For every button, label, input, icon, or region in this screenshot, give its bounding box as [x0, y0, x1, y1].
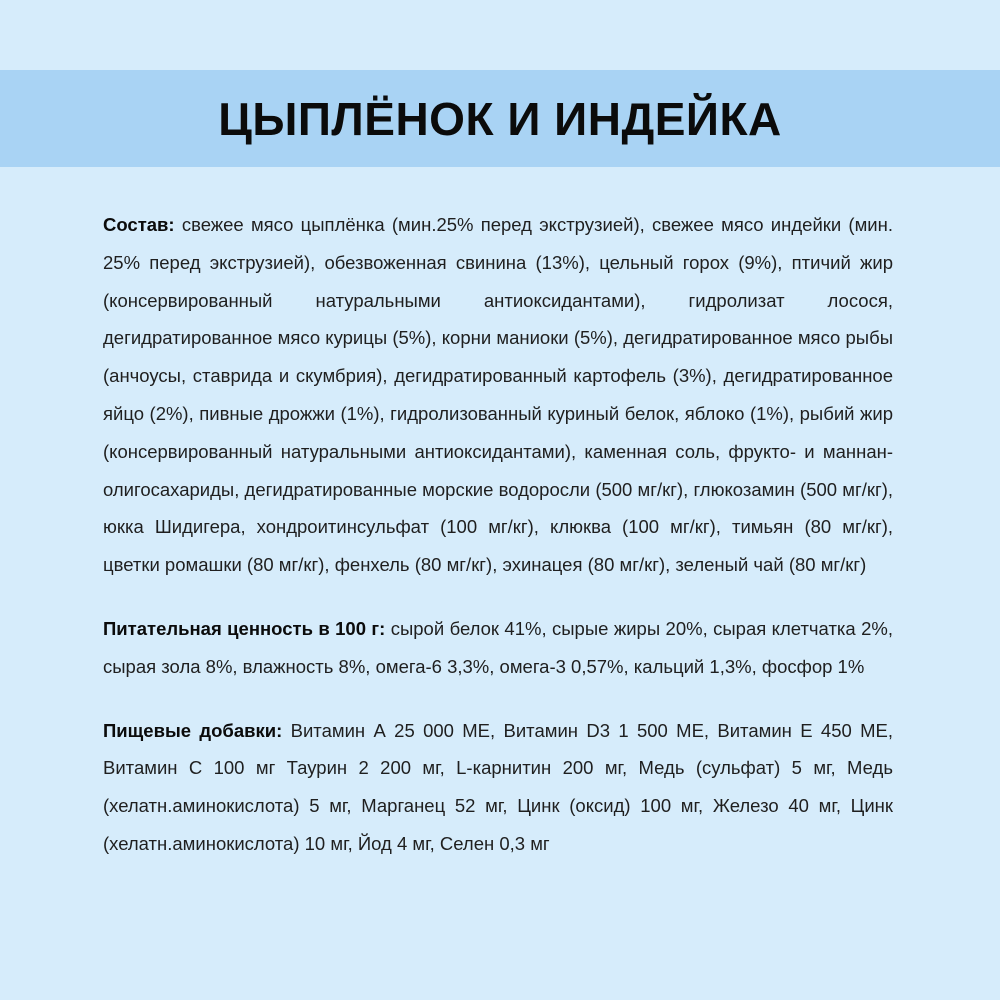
additives-label: Пищевые добавки: [103, 719, 283, 741]
composition-label: Состав: [103, 214, 175, 235]
additives-text: Витамин А 25 000 МЕ, Витамин D3 1 500 МЕ, Витамин Е 450 МЕ, Витамин С 100 мг Таурин 2 200 мг, L-карнитин 200 мг, Медь (сульфат) 5 мг, Медь (хелатн.аминокислота) 5 мг, Марганец 52 мг, Цинк (оксид) 100 мг, Железо 40 мг, Цинк (хелатн.аминокислота) 10 мг, Йод 4 мг, Селен 0,3 мг [103, 719, 893, 854]
page-title: ЦЫПЛЁНОК И ИНДЕЙКА [218, 92, 782, 145]
nutrition-text: сырой белок 41%, сырые жиры 20%, сырая клетчатка 2%, сырая зола 8%, влажность 8%, омега-6 3,3%, омега-3 0,57%, кальций 1,3%, фосфор 1% [103, 617, 893, 677]
composition-text: свежее мясо цыплёнка (мин.25% перед экструзией), свежее мясо индейки (мин. 25% перед экструзией), обезвоженная свинина (13%), цельный горох (9%), птичий жир (консервированный натуральными антиоксидантами), гидролизат лосося, дегидратированное мясо курицы (5%), корни маниоки (5%), дегидратированное мясо рыбы (анчоусы, ставрида и скумбрия), дегидратированный картофель (3%), дегидратированное яйцо (2%), пивные дрожжи (1%), гидролизованный куриный белок, яблоко (1%), рыбий жир (консервированный натуральными антиоксидантами), каменная соль, фрукто- и маннан-олигосахариды, дегидратированные морские водоросли (500 мг/кг), глюкозамин (500 мг/кг), юкка Шидигера, хондроитинсульфат (100 мг/кг), клюква (100 мг/кг), тимьян (80 мг/кг), цветки ромашки (80 мг/кг), фенхель (80 мг/кг), эхинацея (80 мг/кг), зеленый чай (80 мг/кг) [103, 214, 893, 576]
nutrition-label: Питательная ценность в 100 г: [103, 617, 386, 639]
additives-paragraph [103, 712, 893, 863]
nutrition-paragraph [103, 610, 893, 686]
title-banner [0, 70, 1000, 167]
product-info [103, 206, 893, 863]
composition-paragraph [103, 206, 893, 584]
